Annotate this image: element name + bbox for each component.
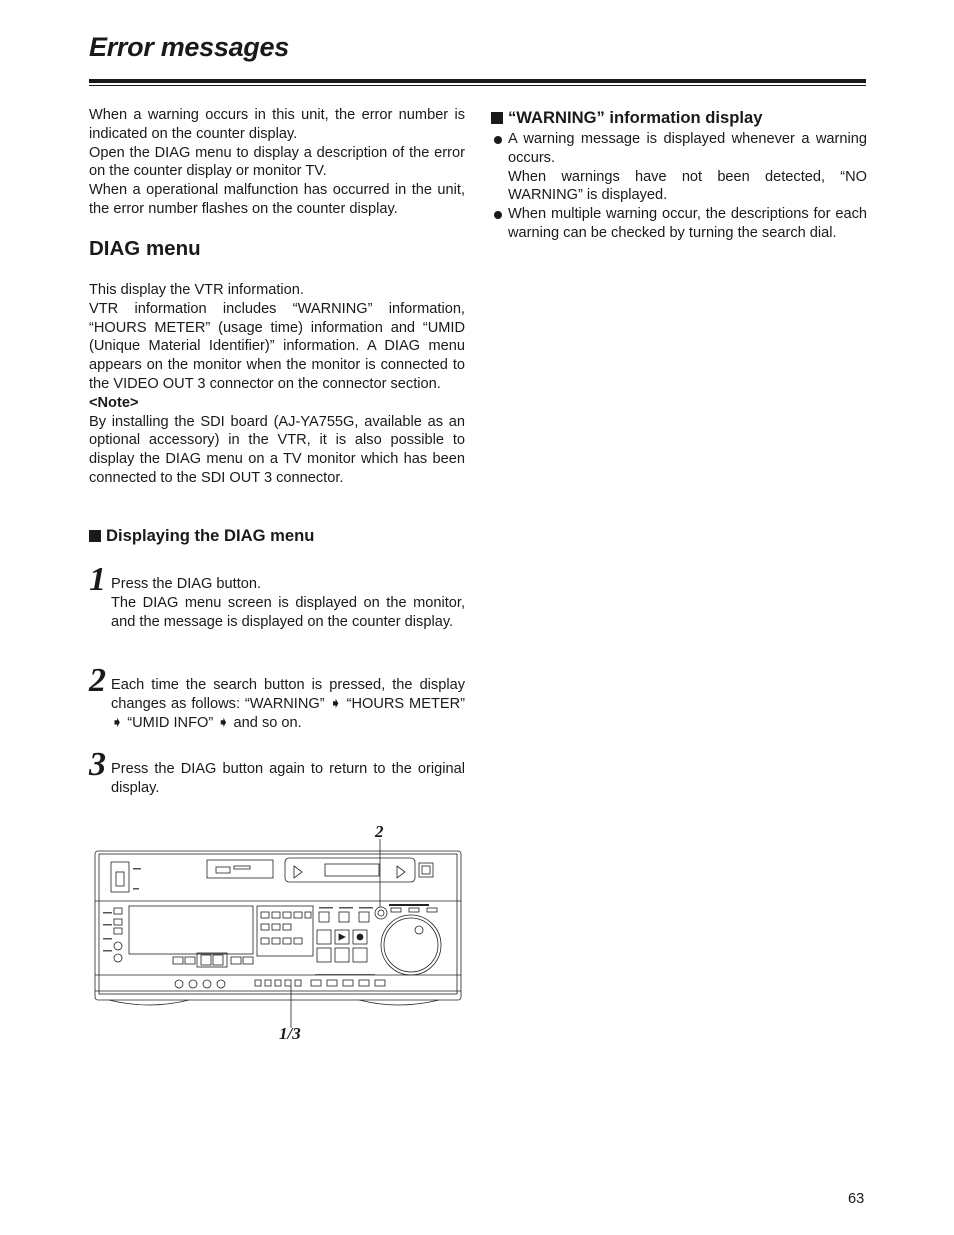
warning-bullet-list xyxy=(491,130,867,243)
displaying-diag-heading-text: Displaying the DIAG menu xyxy=(106,526,315,545)
diag-paragraph-2: VTR information includes “WARNING” information, “HOURS METER” (usage time) information and “UMID (Unique Material Identifier)” information. A DIAG menu appears on the monitor when the monitor is connected to the VIDEO OUT 3 connector on the connector section. xyxy=(89,300,465,392)
warning-info-heading xyxy=(491,108,762,128)
step-number: 3 xyxy=(89,746,106,783)
bullet-dot-icon xyxy=(494,211,502,219)
bullet-dot-icon xyxy=(494,136,502,144)
callout-2: 2 xyxy=(375,822,384,841)
diag-menu-body xyxy=(89,281,465,488)
intro-section xyxy=(89,106,465,219)
intro-paragraph-3: When a operational malfunction has occurred in the unit, the error number flashes on the counter display. xyxy=(89,182,465,217)
warning-info-heading-text: “WARNING” information display xyxy=(508,108,763,127)
displaying-diag-heading xyxy=(89,526,314,546)
step-1-line-2: The DIAG menu screen is displayed on the monitor, and the message is displayed on the counter display. xyxy=(111,594,465,630)
vtr-front-panel-figure xyxy=(89,820,469,1050)
note-label: <Note> xyxy=(89,394,139,411)
warning-bullet-1-line-1: A warning message is displayed whenever a warning occurs. xyxy=(508,131,867,166)
list-item xyxy=(491,205,867,243)
step-2-text: Each time the search button is pressed, the display changes as follows: “WARNING” ➧ “HOURS METER” ➧ “UMID INFO” ➧ and so on. xyxy=(111,677,465,731)
step-3-text: Press the DIAG button again to return to the original display. xyxy=(111,761,465,796)
list-item xyxy=(491,130,867,205)
note-text: By installing the SDI board (AJ-YA755G, available as an optional accessory) in the VTR, it is also possible to display the DIAG menu on a TV monitor which has been connected to the SDI OUT 3 connector. xyxy=(89,413,465,486)
intro-paragraph-2: Open the DIAG menu to display a description of the error on the counter display or monitor TV. xyxy=(89,144,465,180)
square-bullet-icon xyxy=(491,112,503,124)
callout-1-3: 1/3 xyxy=(279,1024,301,1043)
diag-menu-heading: DIAG menu xyxy=(89,237,201,260)
square-bullet-icon xyxy=(89,530,101,542)
warning-bullet-1-line-2: When warnings have not been detected, “NO WARNING” is displayed. xyxy=(508,168,867,204)
vtr-front-panel-drawing xyxy=(89,820,469,1050)
warning-bullet-2: When multiple warning occur, the descriptions for each warning can be checked by turning the search dial. xyxy=(508,206,867,241)
step-number: 2 xyxy=(89,662,106,699)
step-2 xyxy=(89,662,465,732)
step-3 xyxy=(89,746,465,798)
step-1-line-1: Press the DIAG button. xyxy=(111,576,262,592)
step-1 xyxy=(89,561,465,631)
page-number: 63 xyxy=(848,1191,865,1207)
step-number: 1 xyxy=(89,561,106,598)
intro-paragraph-1: When a warning occurs in this unit, the error number is indicated on the counter display. xyxy=(89,107,465,142)
diag-paragraph-1: This display the VTR information. xyxy=(89,282,304,298)
page-title: Error messages xyxy=(89,32,289,62)
title-rule xyxy=(89,79,866,86)
